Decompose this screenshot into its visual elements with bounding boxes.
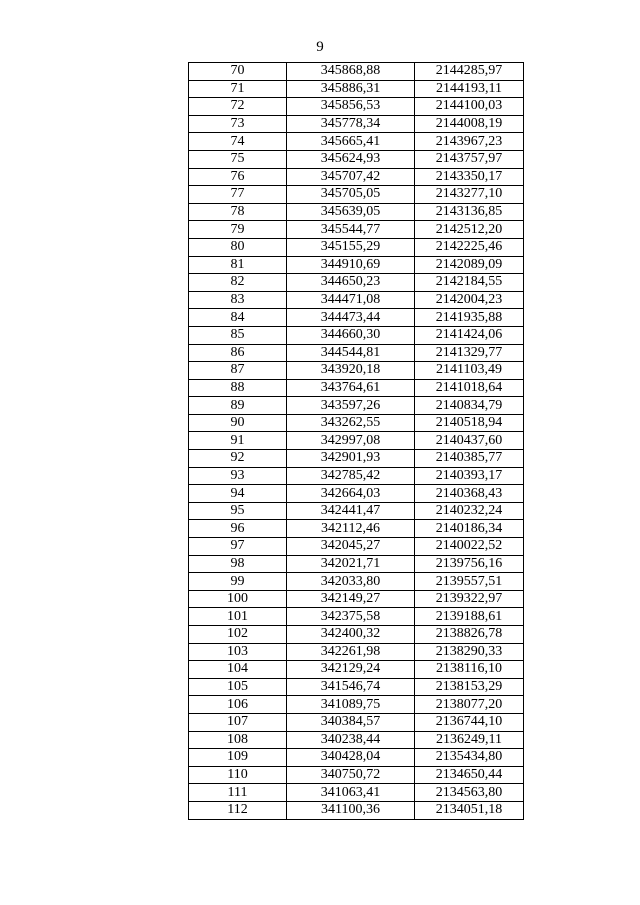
table-row [189,238,524,256]
x-coordinate-cell: 342997,08 [287,432,415,450]
table-row [189,203,524,221]
x-coordinate-cell: 345155,29 [287,238,415,256]
x-coordinate-cell: 342045,27 [287,538,415,556]
x-coordinate-cell: 340384,57 [287,713,415,731]
x-coordinate-cell: 344473,44 [287,309,415,327]
y-coordinate-cell: 2143967,23 [415,133,524,151]
x-coordinate-cell: 345868,88 [287,63,415,81]
point-number-cell: 70 [189,63,287,81]
y-coordinate-cell: 2138290,33 [415,643,524,661]
point-number-cell: 98 [189,555,287,573]
table-row [189,133,524,151]
table-row [189,766,524,784]
point-number-cell: 99 [189,573,287,591]
y-coordinate-cell: 2140022,52 [415,538,524,556]
point-number-cell: 82 [189,274,287,292]
y-coordinate-cell: 2143757,97 [415,150,524,168]
x-coordinate-cell: 340428,04 [287,749,415,767]
point-number-cell: 81 [189,256,287,274]
point-number-cell: 71 [189,80,287,98]
x-coordinate-cell: 345707,42 [287,168,415,186]
point-number-cell: 90 [189,414,287,432]
x-coordinate-cell: 343597,26 [287,397,415,415]
table-row [189,309,524,327]
y-coordinate-cell: 2142184,55 [415,274,524,292]
table-row [189,221,524,239]
point-number-cell: 104 [189,661,287,679]
x-coordinate-cell: 341063,41 [287,784,415,802]
table-row [189,98,524,116]
x-coordinate-cell: 345639,05 [287,203,415,221]
point-number-cell: 88 [189,379,287,397]
table-row [189,555,524,573]
table-row [189,590,524,608]
point-number-cell: 108 [189,731,287,749]
table-row [189,63,524,81]
point-number-cell: 94 [189,485,287,503]
point-number-cell: 77 [189,186,287,204]
table-row [189,573,524,591]
y-coordinate-cell: 2142004,23 [415,291,524,309]
point-number-cell: 102 [189,626,287,644]
x-coordinate-cell: 342664,03 [287,485,415,503]
table-row [189,256,524,274]
x-coordinate-cell: 342785,42 [287,467,415,485]
y-coordinate-cell: 2139322,97 [415,590,524,608]
table-row [189,186,524,204]
table-row [189,150,524,168]
point-number-cell: 78 [189,203,287,221]
x-coordinate-cell: 344471,08 [287,291,415,309]
x-coordinate-cell: 343764,61 [287,379,415,397]
table-row [189,414,524,432]
page-number: 9 [316,39,324,55]
y-coordinate-cell: 2134650,44 [415,766,524,784]
table-row [189,291,524,309]
point-number-cell: 75 [189,150,287,168]
point-number-cell: 73 [189,115,287,133]
x-coordinate-cell: 345705,05 [287,186,415,204]
y-coordinate-cell: 2138116,10 [415,661,524,679]
x-coordinate-cell: 342441,47 [287,502,415,520]
x-coordinate-cell: 343262,55 [287,414,415,432]
y-coordinate-cell: 2144285,97 [415,63,524,81]
point-number-cell: 80 [189,238,287,256]
y-coordinate-cell: 2140368,43 [415,485,524,503]
table-row [189,784,524,802]
point-number-cell: 101 [189,608,287,626]
y-coordinate-cell: 2141424,06 [415,326,524,344]
point-number-cell: 109 [189,749,287,767]
y-coordinate-cell: 2140186,34 [415,520,524,538]
y-coordinate-cell: 2141103,49 [415,362,524,380]
x-coordinate-cell: 343920,18 [287,362,415,380]
table-row [189,801,524,819]
x-coordinate-cell: 344544,81 [287,344,415,362]
y-coordinate-cell: 2139756,16 [415,555,524,573]
x-coordinate-cell: 342149,27 [287,590,415,608]
y-coordinate-cell: 2144008,19 [415,115,524,133]
table-row [189,643,524,661]
y-coordinate-cell: 2139188,61 [415,608,524,626]
point-number-cell: 97 [189,538,287,556]
table-row [189,502,524,520]
y-coordinate-cell: 2143350,17 [415,168,524,186]
table-row [189,362,524,380]
point-number-cell: 96 [189,520,287,538]
point-number-cell: 111 [189,784,287,802]
y-coordinate-cell: 2143136,85 [415,203,524,221]
table-row [189,467,524,485]
x-coordinate-cell: 344650,23 [287,274,415,292]
x-coordinate-cell: 342112,46 [287,520,415,538]
y-coordinate-cell: 2134563,80 [415,784,524,802]
x-coordinate-cell: 342400,32 [287,626,415,644]
x-coordinate-cell: 345856,53 [287,98,415,116]
point-number-cell: 95 [189,502,287,520]
point-number-cell: 89 [189,397,287,415]
table-row [189,731,524,749]
coordinates-table [188,62,524,820]
point-number-cell: 84 [189,309,287,327]
y-coordinate-cell: 2144100,03 [415,98,524,116]
y-coordinate-cell: 2142089,09 [415,256,524,274]
y-coordinate-cell: 2140232,24 [415,502,524,520]
point-number-cell: 87 [189,362,287,380]
y-coordinate-cell: 2140393,17 [415,467,524,485]
x-coordinate-cell: 342261,98 [287,643,415,661]
x-coordinate-cell: 344910,69 [287,256,415,274]
table-row [189,713,524,731]
point-number-cell: 103 [189,643,287,661]
table-row [189,749,524,767]
point-number-cell: 107 [189,713,287,731]
x-coordinate-cell: 345886,31 [287,80,415,98]
table-row [189,538,524,556]
y-coordinate-cell: 2136249,11 [415,731,524,749]
table-row [189,432,524,450]
y-coordinate-cell: 2134051,18 [415,801,524,819]
x-coordinate-cell: 342129,24 [287,661,415,679]
y-coordinate-cell: 2136744,10 [415,713,524,731]
table-row [189,274,524,292]
y-coordinate-cell: 2135434,80 [415,749,524,767]
point-number-cell: 72 [189,98,287,116]
x-coordinate-cell: 342021,71 [287,555,415,573]
point-number-cell: 106 [189,696,287,714]
x-coordinate-cell: 341089,75 [287,696,415,714]
x-coordinate-cell: 344660,30 [287,326,415,344]
table-row [189,80,524,98]
point-number-cell: 79 [189,221,287,239]
y-coordinate-cell: 2142512,20 [415,221,524,239]
y-coordinate-cell: 2138077,20 [415,696,524,714]
x-coordinate-cell: 340750,72 [287,766,415,784]
y-coordinate-cell: 2138826,78 [415,626,524,644]
table-row [189,485,524,503]
y-coordinate-cell: 2140518,94 [415,414,524,432]
y-coordinate-cell: 2140834,79 [415,397,524,415]
table-row [189,397,524,415]
x-coordinate-cell: 341546,74 [287,678,415,696]
point-number-cell: 86 [189,344,287,362]
point-number-cell: 100 [189,590,287,608]
table-row [189,379,524,397]
x-coordinate-cell: 342375,58 [287,608,415,626]
coordinates-table-body [189,63,524,820]
y-coordinate-cell: 2144193,11 [415,80,524,98]
point-number-cell: 110 [189,766,287,784]
table-row [189,326,524,344]
y-coordinate-cell: 2141935,88 [415,309,524,327]
table-row [189,168,524,186]
point-number-cell: 105 [189,678,287,696]
point-number-cell: 85 [189,326,287,344]
table-row [189,696,524,714]
table-row [189,626,524,644]
x-coordinate-cell: 345665,41 [287,133,415,151]
point-number-cell: 112 [189,801,287,819]
table-row [189,678,524,696]
y-coordinate-cell: 2140385,77 [415,450,524,468]
point-number-cell: 93 [189,467,287,485]
point-number-cell: 76 [189,168,287,186]
x-coordinate-cell: 345778,34 [287,115,415,133]
y-coordinate-cell: 2141329,77 [415,344,524,362]
table-row [189,661,524,679]
y-coordinate-cell: 2140437,60 [415,432,524,450]
y-coordinate-cell: 2142225,46 [415,238,524,256]
table-row [189,520,524,538]
x-coordinate-cell: 345544,77 [287,221,415,239]
table-row [189,608,524,626]
y-coordinate-cell: 2141018,64 [415,379,524,397]
point-number-cell: 91 [189,432,287,450]
x-coordinate-cell: 340238,44 [287,731,415,749]
table-row [189,344,524,362]
y-coordinate-cell: 2139557,51 [415,573,524,591]
x-coordinate-cell: 345624,93 [287,150,415,168]
x-coordinate-cell: 342033,80 [287,573,415,591]
table-row [189,115,524,133]
x-coordinate-cell: 342901,93 [287,450,415,468]
y-coordinate-cell: 2143277,10 [415,186,524,204]
point-number-cell: 83 [189,291,287,309]
point-number-cell: 74 [189,133,287,151]
y-coordinate-cell: 2138153,29 [415,678,524,696]
x-coordinate-cell: 341100,36 [287,801,415,819]
point-number-cell: 92 [189,450,287,468]
table-row [189,450,524,468]
